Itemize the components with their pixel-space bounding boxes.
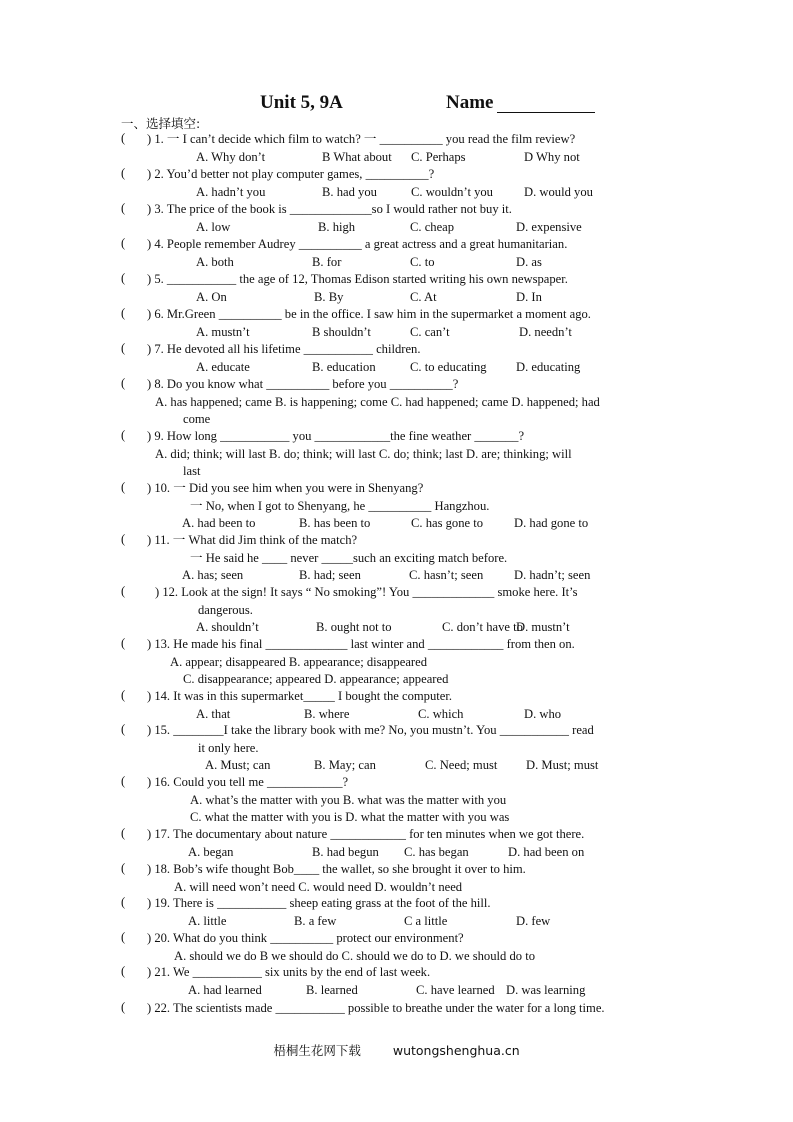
option-a: A. shouldn’t [196, 620, 259, 634]
question-stem: ) 21. We ___________ six units by the end of last week. [147, 965, 431, 979]
option-c: C. don’t have to [442, 620, 523, 634]
question-stem: ) 7. He devoted all his lifetime ___________ children. [147, 342, 421, 356]
answer-paren: ( [121, 930, 126, 944]
question-stem: ) 22. The scientists made ___________ possible to breathe under the water for a long time. [147, 1001, 605, 1015]
option-a: A. both [196, 254, 234, 269]
question-stem: ) 11. 一 What did Jim think of the match? [147, 533, 358, 547]
option-a: A. On [196, 289, 227, 304]
answer-paren: ( [121, 236, 126, 250]
footer [0, 1041, 793, 1059]
option-c: C. have learned [416, 982, 495, 997]
answer-paren: ( [121, 688, 126, 702]
option-d: D. educating [516, 359, 581, 374]
option-d: D. had gone to [514, 516, 589, 530]
answer-paren: ( [121, 895, 126, 909]
option-d: D. Must; must [526, 758, 599, 772]
answer-paren: ( [121, 341, 126, 355]
answer-paren: ( [121, 376, 126, 390]
options-line: A. should we do B we should do C. should we do to D. we should do to [174, 948, 536, 963]
option-d: D. mustn’t [516, 620, 570, 634]
option-a: A. hadn’t you [196, 184, 266, 199]
option-d: D. had been on [508, 844, 585, 859]
option-b: B. where [304, 706, 350, 721]
answer-paren: ( [121, 1000, 126, 1014]
options-line-continued: last [183, 464, 201, 478]
option-d: D. expensive [516, 219, 582, 234]
answer-paren: ( [121, 774, 126, 788]
option-c: C a little [404, 913, 448, 928]
option-b: B. By [314, 289, 344, 304]
question-stem-continued: dangerous. [198, 602, 253, 617]
options-line: A. what’s the matter with you B. what was the matter with you [190, 792, 507, 807]
footer-site-name: 梧桐生花网下载 [273, 1043, 361, 1058]
option-a: A. Must; can [205, 758, 271, 772]
option-b: B What about [322, 149, 392, 164]
question-stem-line2: 一 No, when I got to Shenyang, he __________ Hangzhou. [190, 498, 490, 513]
option-a: A. little [188, 913, 227, 928]
option-c: C. to educating [410, 359, 487, 374]
option-b: B. had you [322, 184, 377, 199]
answer-paren: ( [121, 964, 126, 978]
option-d: D. few [516, 913, 551, 928]
option-c: C. At [410, 289, 437, 304]
question-stem: ) 1. 一 I can’t decide which film to watch? 一 __________ you read the film review? [147, 132, 576, 146]
option-d: D. was learning [506, 982, 586, 997]
option-b: B. education [312, 359, 376, 374]
option-d: D Why not [524, 149, 580, 164]
option-d: D. who [524, 706, 562, 721]
question-stem: ) 16. Could you tell me ____________? [147, 775, 349, 789]
question-stem: ) 20. What do you think __________ protect our environment? [147, 931, 464, 945]
unit-title: Unit 5, 9A [260, 92, 343, 113]
option-b: B. high [318, 219, 356, 234]
question-stem: ) 12. Look at the sign! It says “ No smoking”! You _____________ smoke here. It’s [155, 585, 578, 599]
answer-paren: ( [121, 131, 126, 145]
answer-paren: ( [121, 722, 126, 736]
question-stem: ) 4. People remember Audrey __________ a great actress and a great humanitarian. [147, 237, 568, 251]
option-a: A. had been to [182, 516, 256, 530]
question-stem: ) 18. Bob’s wife thought Bob____ the wallet, so she brought it over to him. [147, 862, 526, 876]
option-c: C. can’t [410, 324, 450, 339]
option-c: C. Need; must [425, 758, 498, 772]
option-a: A. mustn’t [196, 324, 250, 339]
option-a: A. that [196, 706, 231, 721]
options-line: A. appear; disappeared B. appearance; disappeared [170, 654, 427, 669]
option-a: A. Why don’t [196, 149, 266, 164]
question-stem: ) 13. He made his final _____________ last winter and ____________ from then on. [147, 637, 575, 651]
option-d: D. as [516, 254, 542, 269]
option-a: A. low [196, 219, 231, 234]
question-stem: ) 9. How long ___________ you ____________the fine weather _______? [147, 429, 525, 443]
answer-paren: ( [121, 428, 126, 442]
section-title: 一、选择填空: [121, 116, 201, 131]
question-stem: ) 15. ________I take the library book with me? No, you mustn’t. You ___________ read [147, 723, 594, 737]
option-b: B. learned [306, 982, 358, 997]
answer-paren: ( [121, 584, 126, 598]
answer-paren: ( [121, 201, 126, 215]
answer-paren: ( [121, 166, 126, 180]
option-c: C. Perhaps [411, 149, 466, 164]
option-d: D. In [516, 289, 542, 304]
footer-site-url: wutongshenghua.cn [392, 1043, 520, 1058]
question-stem-continued: it only here. [198, 740, 259, 755]
option-b: B. had; seen [299, 568, 361, 582]
option-c: C. to [410, 254, 435, 269]
option-c: C. cheap [410, 219, 455, 234]
question-stem: ) 2. You’d better not play computer games, __________? [147, 167, 435, 181]
option-b: B. has been to [299, 516, 371, 530]
question-stem: ) 19. There is ___________ sheep eating grass at the foot of the hill. [147, 896, 491, 910]
question-stem: ) 6. Mr.Green __________ be in the office. I saw him in the supermarket a moment ago. [147, 307, 591, 321]
question-stem: ) 14. It was in this supermarket_____ I bought the computer. [147, 689, 452, 703]
question-stem: ) 10. 一 Did you see him when you were in Shenyang? [147, 481, 424, 495]
option-a: A. educate [196, 359, 250, 374]
question-stem: ) 17. The documentary about nature ____________ for ten minutes when we got there. [147, 827, 585, 841]
options-line: A. has happened; came B. is happening; come C. had happened; came D. happened; had [155, 394, 600, 409]
option-a: A. began [188, 844, 234, 859]
question-stem: ) 8. Do you know what __________ before you __________? [147, 377, 459, 391]
option-d: D. would you [524, 184, 593, 199]
option-b: B. ought not to [316, 620, 392, 634]
answer-paren: ( [121, 532, 126, 546]
option-b: B. a few [294, 913, 337, 928]
option-c: C. which [418, 706, 464, 721]
question-stem-line2: 一 He said he ____ never _____such an exciting match before. [190, 550, 508, 565]
options-line: A. will need won’t need C. would need D. wouldn’t need [174, 879, 463, 894]
name-label: Name [446, 92, 494, 113]
option-b: B. for [312, 254, 342, 269]
answer-paren: ( [121, 861, 126, 875]
options-line-2: C. what the matter with you is D. what the matter with you was [190, 810, 510, 824]
answer-paren: ( [121, 480, 126, 494]
options-line-continued: come [183, 412, 211, 426]
option-b: B. had begun [312, 844, 379, 859]
option-c: C. wouldn’t you [411, 184, 493, 199]
option-a: A. has; seen [182, 568, 244, 582]
answer-paren: ( [121, 271, 126, 285]
option-b: B. May; can [314, 758, 376, 772]
option-c: C. has gone to [411, 516, 484, 530]
question-stem: ) 3. The price of the book is _____________so I would rather not buy it. [147, 202, 512, 216]
options-line: A. did; think; will last B. do; think; will last C. do; think; last D. are; thinking; will [155, 446, 572, 461]
answer-paren: ( [121, 636, 126, 650]
option-c: C. hasn’t; seen [409, 568, 484, 582]
option-a: A. had learned [188, 982, 262, 997]
answer-paren: ( [121, 826, 126, 840]
option-d: D. needn’t [519, 324, 572, 339]
option-b: B shouldn’t [312, 324, 371, 339]
name-blank-line [497, 92, 595, 113]
answer-paren: ( [121, 306, 126, 320]
option-d: D. hadn’t; seen [514, 568, 591, 582]
question-stem: ) 5. ___________ the age of 12, Thomas Edison started writing his own newspaper. [147, 272, 568, 286]
option-c: C. has began [404, 844, 469, 859]
options-line-2: C. disappearance; appeared D. appearance; appeared [183, 672, 449, 686]
